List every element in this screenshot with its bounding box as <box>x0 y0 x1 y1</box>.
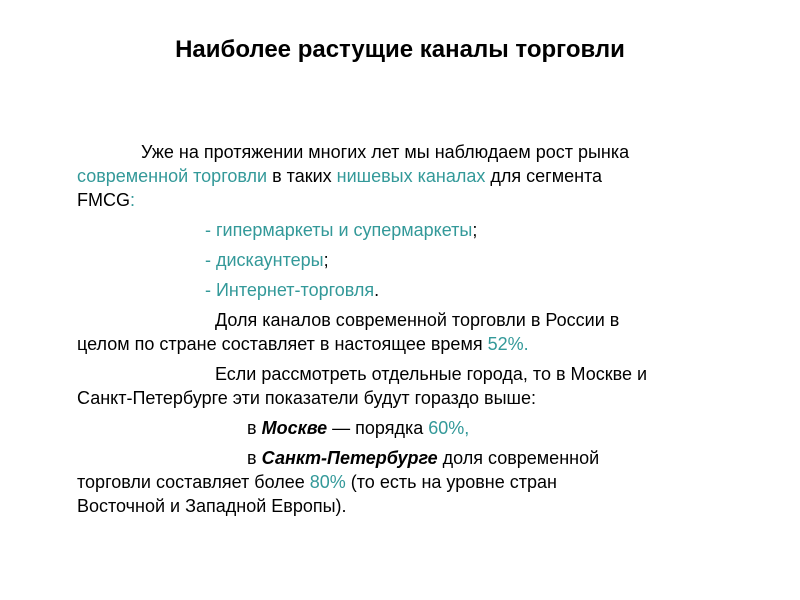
slide-title: Наиболее растущие каналы торговли <box>175 36 625 63</box>
list-item <box>77 218 767 242</box>
share-text-2: целом по стране составляет в настоящее время <box>77 334 488 354</box>
intro-line-3 <box>77 188 767 212</box>
fmcg-text: FMCG <box>77 190 130 210</box>
cities-text-1: Если рассмотреть отдельные города, то в Москве и <box>215 364 648 384</box>
moscow-value: 60%, <box>428 418 470 438</box>
spb-line-2 <box>77 470 767 494</box>
cities-text-2: Санкт-Петербурге эти показатели будут гораздо выше: <box>77 388 536 408</box>
list-item-text: - гипермаркеты и супермаркеты <box>205 220 473 240</box>
niche-channels-highlight: нишевых каналах <box>336 166 486 186</box>
moscow-prefix: в <box>247 418 262 438</box>
list-item-punct: . <box>374 280 380 300</box>
intro-line-1 <box>77 140 767 164</box>
list-item-punct: ; <box>472 220 478 240</box>
spb-city: Санкт-Петербурге <box>261 448 438 468</box>
list-item <box>77 278 767 302</box>
slide-body <box>77 140 767 518</box>
intro-text-3: для сегмента <box>485 166 603 186</box>
spb-prefix: в <box>247 448 262 468</box>
spb-value: 80% <box>309 472 346 492</box>
spb-text-2: торговли составляет более <box>77 472 310 492</box>
spb-text-3: (то есть на уровне стран <box>345 472 557 492</box>
share-text-1: Доля каналов современной торговли в России в <box>215 310 620 330</box>
modern-trade-highlight: современной торговли <box>77 166 268 186</box>
moscow-line <box>77 416 767 440</box>
spb-line-3 <box>77 494 767 518</box>
intro-text-2: в таких <box>267 166 337 186</box>
intro-text-1: Уже на протяжении многих лет мы наблюдаем рост рынка <box>141 142 630 162</box>
share-line-1 <box>77 308 767 332</box>
list-item-text: - Интернет-торговля <box>205 280 375 300</box>
list-item <box>77 248 767 272</box>
share-value: 52%. <box>487 334 529 354</box>
share-line-2 <box>77 332 767 356</box>
intro-line-2 <box>77 164 767 188</box>
list-item-punct: ; <box>323 250 329 270</box>
cities-line-1 <box>77 362 767 386</box>
cities-line-2 <box>77 386 767 410</box>
moscow-city: Москве <box>261 418 328 438</box>
spb-text-4: Восточной и Западной Европы). <box>77 496 347 516</box>
list-item-text: - дискаунтеры <box>205 250 324 270</box>
moscow-mid: — порядка <box>327 418 429 438</box>
fmcg-colon: : <box>130 190 136 210</box>
spb-line-1 <box>77 446 767 470</box>
spb-text-1: доля современной <box>437 448 600 468</box>
